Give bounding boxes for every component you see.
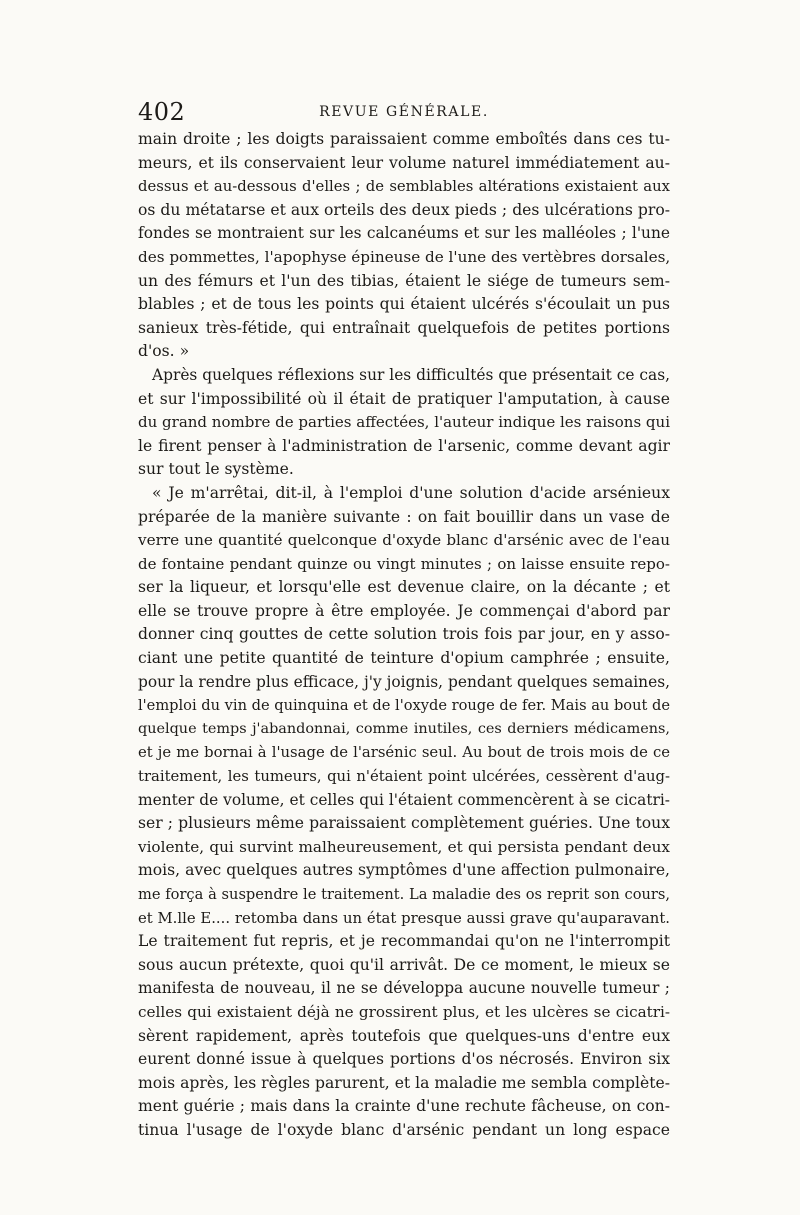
text-line: mois, avec quelques autres symptômes d'une affection pulmonaire, xyxy=(138,861,670,880)
text-line: et sur l'impossibilité où il était de pratiquer l'amputation, à cause xyxy=(138,389,670,408)
text-line: donner cinq gouttes de cette solution trois fois par jour, en y asso- xyxy=(138,625,670,644)
text-line: eurent donné issue à quelques portions d'os nécrosés. Environ six xyxy=(138,1050,670,1069)
text-line: et je me bornai à l'usage de l'arsénic seul. Au bout de trois mois de ce xyxy=(138,744,670,762)
text-line: des pommettes, l'apophyse épineuse de l'une des vertèbres dorsales, xyxy=(138,247,671,266)
text-line: dessus et au-dessous d'elles ; de semblables altérations existaient aux xyxy=(138,178,670,196)
text-line: main droite ; les doigts paraissaient comme emboîtés dans ces tu- xyxy=(138,130,670,148)
body-text xyxy=(138,128,670,1143)
text-line: celles qui existaient déjà ne grossirent plus, et les ulcères se cicatri- xyxy=(138,1002,670,1021)
running-head: REVUE GÉNÉRALE. xyxy=(319,104,489,120)
text-line: ment guérie ; mais dans la crainte d'une rechute fâcheuse, on con- xyxy=(138,1097,670,1116)
text-line: ser la liqueur, et lorsqu'elle est devenue claire, on la décante ; et xyxy=(138,578,670,597)
text-line: sous aucun prétexte, quoi qu'il arrivât. De ce moment, le mieux se xyxy=(138,955,670,974)
text-line: os du métatarse et aux orteils des deux pieds ; des ulcérations pro- xyxy=(138,200,670,219)
text-line: quelque temps j'abandonnai, comme inutiles, ces derniers médicamens, xyxy=(138,720,670,737)
text-line: pour la rendre plus efficace, j'y joignis, pendant quelques semaines, xyxy=(138,672,670,691)
text-line: d'os. » xyxy=(138,342,190,361)
page-header xyxy=(138,98,670,128)
text-line: ciant une petite quantité de teinture d'opium camphrée ; ensuite, xyxy=(138,649,670,668)
text-line: tinua l'usage de l'oxyde blanc d'arsénic pendant un long espace xyxy=(138,1120,670,1139)
text-line: « Je m'arrêtai, dit-il, à l'emploi d'une solution d'acide arsénieux xyxy=(152,483,670,502)
text-line: Le traitement fut repris, et je recommandai qu'on ne l'interrompit xyxy=(138,932,670,951)
text-line: menter de volume, et celles qui l'étaient commencèrent à se cicatri- xyxy=(138,790,670,809)
page-number: 402 xyxy=(138,98,186,126)
text-line: sur tout le système. xyxy=(138,460,294,479)
text-line: ser ; plusieurs même paraissaient complètement guéries. Une toux xyxy=(138,814,670,833)
text-line: me força à suspendre le traitement. La maladie des os reprit son cours, xyxy=(138,886,670,903)
text-line: blables ; et de tous les points qui étaient ulcérés s'écoulait un pus xyxy=(138,295,670,314)
text-line: sèrent rapidement, après toutefois que quelques-uns d'entre eux xyxy=(138,1026,670,1045)
text-line: du grand nombre de parties affectées, l'auteur indique les raisons qui xyxy=(138,413,670,432)
text-line: mois après, les règles parurent, et la maladie me sembla complète- xyxy=(138,1073,670,1092)
text-line: violente, qui survint malheureusement, et qui persista pendant deux xyxy=(138,837,670,856)
text-line: traitement, les tumeurs, qui n'étaient point ulcérées, cessèrent d'aug- xyxy=(138,768,670,786)
text-line: l'emploi du vin de quinquina et de l'oxyde rouge de fer. Mais au bout de xyxy=(138,697,670,715)
text-line: manifesta de nouveau, il ne se développa aucune nouvelle tumeur ; xyxy=(138,979,670,998)
text-line: préparée de la manière suivante : on fait bouillir dans un vase de xyxy=(138,507,670,526)
text-line: verre une quantité quelconque d'oxyde blanc d'arsénic avec de l'eau xyxy=(138,531,670,550)
text-line: fondes se montraient sur les calcanéums et sur les malléoles ; l'une xyxy=(138,224,670,243)
text-line: sanieux très-fétide, qui entraînait quelquefois de petites portions xyxy=(138,318,670,337)
text-line: elle se trouve propre à être employée. Je commençai d'abord par xyxy=(138,601,670,620)
text-line: et M.lle E.... retomba dans un état presque aussi grave qu'auparavant. xyxy=(138,909,670,927)
text-line: Après quelques réflexions sur les difficultés que présentait ce cas, xyxy=(152,365,670,384)
text-line: meurs, et ils conservaient leur volume naturel immédiatement au- xyxy=(138,153,670,172)
text-line: un des fémurs et l'un des tibias, étaient le siége de tumeurs sem- xyxy=(138,271,670,290)
text-line: de fontaine pendant quinze ou vingt minutes ; on laisse ensuite repo- xyxy=(138,554,670,573)
text-line: le firent penser à l'administration de l'arsenic, comme devant agir xyxy=(138,436,670,455)
